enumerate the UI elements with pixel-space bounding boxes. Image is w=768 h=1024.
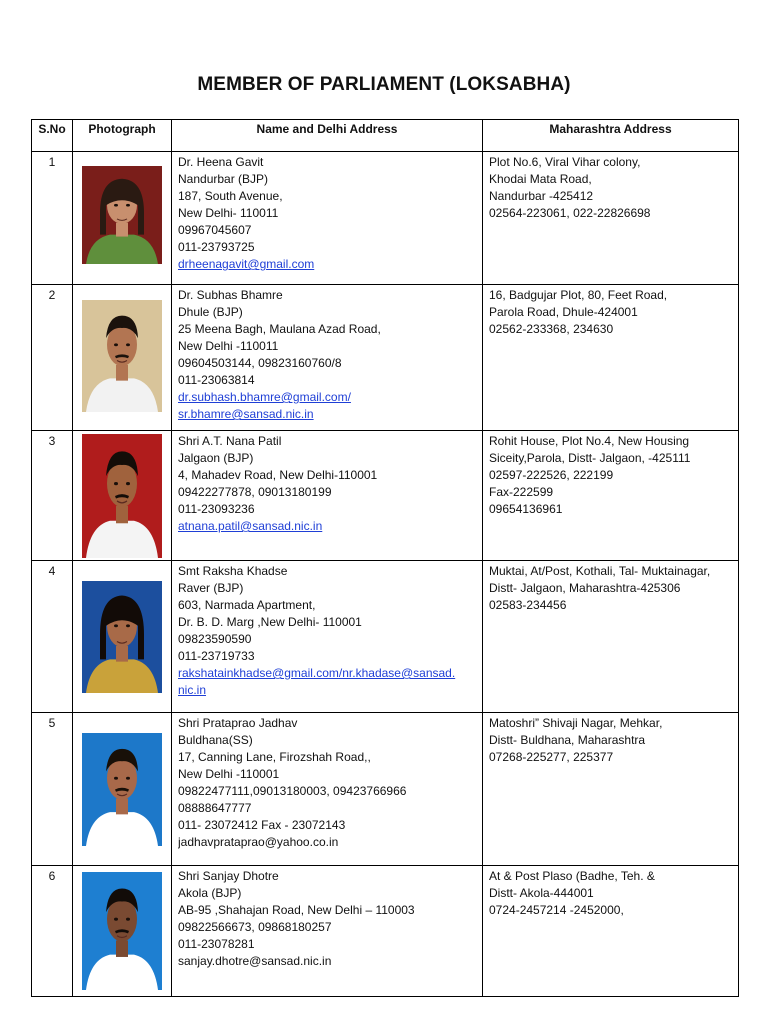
address-line: Rohit House, Plot No.4, New Housing [489, 434, 690, 448]
address-line: Parola Road, Dhule-424001 [489, 305, 638, 319]
address-line: Akola (BJP) [178, 886, 242, 900]
address-line: 011-23093236 [178, 502, 255, 516]
serial-number: 2 [32, 285, 73, 431]
serial-number: 6 [32, 866, 73, 997]
maharashtra-address [483, 713, 739, 866]
address-line: 16, Badgujar Plot, 80, Feet Road, [489, 288, 668, 302]
table-row [32, 285, 739, 431]
photo-cell [73, 152, 172, 285]
address-line: Smt Raksha Khadse [178, 564, 288, 578]
address-line: 09604503144, 09823160760/8 [178, 356, 342, 370]
photo-cell [73, 285, 172, 431]
address-line: New Delhi -110011 [178, 339, 279, 353]
address-line: 02564-223061, 022-22826698 [489, 206, 651, 220]
address-line: Dr. B. D. Marg ,New Delhi- 110001 [178, 615, 362, 629]
address-line: 011-23793725 [178, 240, 255, 254]
name-delhi-address [172, 866, 483, 997]
name-delhi-address [172, 431, 483, 561]
photo-cell [73, 561, 172, 713]
address-line: 011-23719733 [178, 649, 255, 663]
address-line: 011- 23072412 Fax - 23072143 [178, 818, 346, 832]
serial-number: 1 [32, 152, 73, 285]
address-line: Muktai, At/Post, Kothali, Tal- Muktainagar, [489, 564, 711, 578]
address-line: Shri A.T. Nana Patil [178, 434, 282, 448]
address-line: 187, South Avenue, [178, 189, 283, 203]
header-name-address: Name and Delhi Address [172, 120, 483, 152]
maharashtra-address [483, 152, 739, 285]
header-photo: Photograph [73, 120, 172, 152]
photo-cell [73, 431, 172, 561]
address-line: 09822566673, 09868180257 [178, 920, 332, 934]
address-line: jadhavprataprao@yahoo.co.in [178, 835, 339, 849]
address-line: Buldhana(SS) [178, 733, 253, 747]
address-line: sanjay.dhotre@sansad.nic.in [178, 954, 332, 968]
address-line: 0724-2457214 -2452000, [489, 903, 624, 917]
address-line: Fax-222599 [489, 485, 554, 499]
maharashtra-address [483, 431, 739, 561]
address-line: Distt- Buldhana, Maharashtra [489, 733, 646, 747]
table-header-row [32, 120, 739, 152]
address-line: 09654136961 [489, 502, 563, 516]
address-line: Khodai Mata Road, [489, 172, 592, 186]
email-link[interactable]: rakshatainkhadse@gmail.com/nr.khadase@sansad. [178, 666, 456, 680]
address-line: 603, Narmada Apartment, [178, 598, 316, 612]
man-portrait-icon [82, 434, 162, 558]
photo-cell [73, 866, 172, 997]
address-line: Siceity,Parola, Distt- Jalgaon, -425111 [489, 451, 691, 465]
serial-number: 3 [32, 431, 73, 561]
name-delhi-address [172, 713, 483, 866]
address-line: 09967045607 [178, 223, 252, 237]
email-link[interactable]: nic.in [178, 683, 207, 697]
mp-table [31, 119, 739, 997]
address-line: 17, Canning Lane, Firozshah Road,, [178, 750, 371, 764]
address-line: 02583-234456 [489, 598, 567, 612]
address-line: Dr. Subhas Bhamre [178, 288, 283, 302]
address-line: New Delhi- 110011 [178, 206, 279, 220]
address-line: Dhule (BJP) [178, 305, 243, 319]
address-line: 09822477111,09013180003, 09423766966 [178, 784, 407, 798]
address-line: Jalgaon (BJP) [178, 451, 254, 465]
address-line: Raver (BJP) [178, 581, 244, 595]
table-row [32, 152, 739, 285]
address-line: Plot No.6, Viral Vihar colony, [489, 155, 641, 169]
address-line: Nandurbar (BJP) [178, 172, 269, 186]
address-line: 02597-222526, 222199 [489, 468, 614, 482]
address-line: Shri Prataprao Jadhav [178, 716, 298, 730]
address-line: Matoshri” Shivaji Nagar, Mehkar, [489, 716, 663, 730]
woman-portrait-icon [82, 581, 162, 693]
table-row [32, 713, 739, 866]
address-line: AB-95 ,Shahajan Road, New Delhi – 110003 [178, 903, 415, 917]
address-line: 07268-225277, 225377 [489, 750, 614, 764]
address-line: Distt- Jalgaon, Maharashtra-425306 [489, 581, 681, 595]
man-portrait-icon [82, 733, 162, 846]
address-line: 011-23078281 [178, 937, 255, 951]
man-portrait-icon [82, 300, 162, 412]
address-line: At & Post Plaso (Badhe, Teh. & [489, 869, 655, 883]
address-line: Shri Sanjay Dhotre [178, 869, 279, 883]
address-line: 08888647777 [178, 801, 252, 815]
email-link[interactable]: drheenagavit@gmail.com [178, 257, 315, 271]
address-line: Nandurbar -425412 [489, 189, 594, 203]
email-link[interactable]: atnana.patil@sansad.nic.in [178, 519, 323, 533]
serial-number: 5 [32, 713, 73, 866]
address-line: 09422277878, 09013180199 [178, 485, 332, 499]
maharashtra-address [483, 285, 739, 431]
address-line: Distt- Akola-444001 [489, 886, 594, 900]
photo-cell [73, 713, 172, 866]
address-line: 09823590590 [178, 632, 252, 646]
woman-portrait-icon [82, 166, 162, 264]
email-link[interactable]: sr.bhamre@sansad.nic.in [178, 407, 314, 421]
page-title: MEMBER OF PARLIAMENT (LOKSABHA) [197, 74, 571, 95]
name-delhi-address [172, 561, 483, 713]
table-row [32, 561, 739, 713]
address-line: 4, Mahadev Road, New Delhi-110001 [178, 468, 378, 482]
header-sno: S.No [32, 120, 73, 152]
maharashtra-address [483, 866, 739, 997]
address-line: 011-23063814 [178, 373, 255, 387]
address-line: Dr. Heena Gavit [178, 155, 264, 169]
man-portrait-icon [82, 872, 162, 990]
table-row [32, 431, 739, 561]
name-delhi-address [172, 152, 483, 285]
serial-number: 4 [32, 561, 73, 713]
table-row [32, 866, 739, 997]
header-mh-address: Maharashtra Address [483, 120, 739, 152]
address-line: 02562-233368, 234630 [489, 322, 614, 336]
name-delhi-address [172, 285, 483, 431]
address-line: 25 Meena Bagh, Maulana Azad Road, [178, 322, 381, 336]
maharashtra-address [483, 561, 739, 713]
address-line: New Delhi -110001 [178, 767, 280, 781]
email-link[interactable]: dr.subhash.bhamre@gmail.com/ [178, 390, 351, 404]
